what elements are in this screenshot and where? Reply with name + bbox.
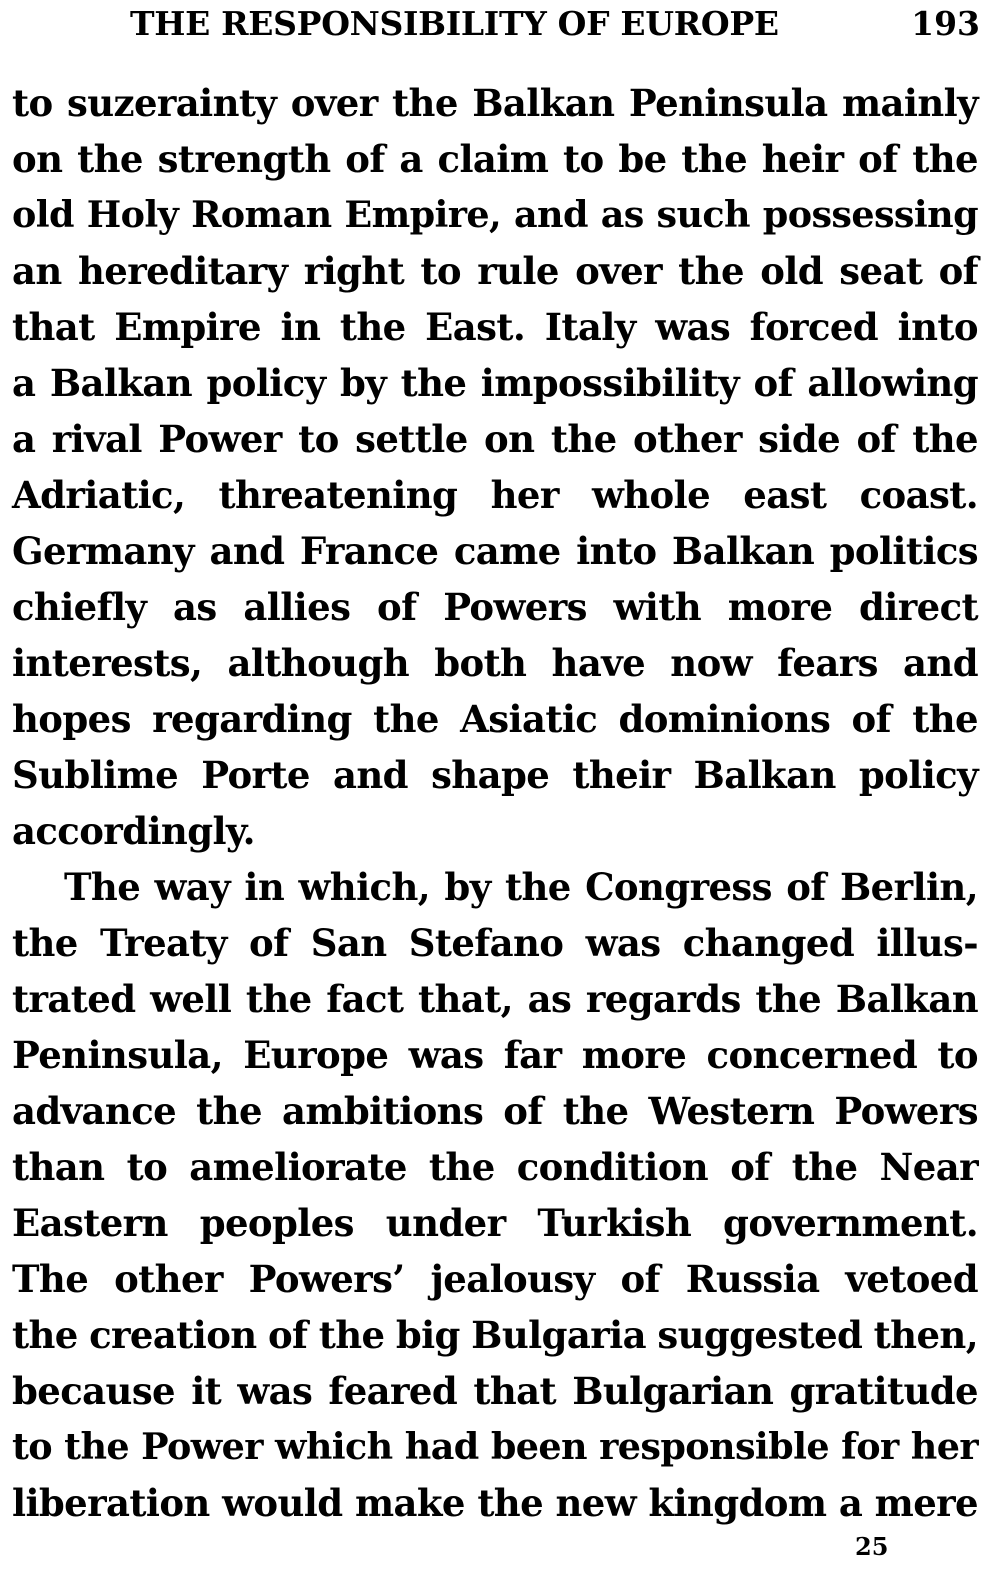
signature-mark: 25	[855, 1532, 889, 1561]
text-line: on the strength of a claim to be the heir of the	[12, 137, 978, 181]
text-line: because it was feared that Bulgarian gratitude	[12, 1369, 978, 1413]
text-line: interests, although both have now fears and	[12, 641, 978, 685]
text-line: the creation of the big Bulgaria suggested then,	[12, 1313, 978, 1357]
text-line: accordingly.	[12, 809, 255, 853]
body-text	[12, 75, 978, 1531]
page-number: 193	[911, 4, 980, 43]
text-line: than to ameliorate the condition of the Near	[12, 1145, 978, 1189]
paragraph	[12, 859, 978, 1531]
text-line: The other Powers’ jealousy of Russia vetoed	[12, 1257, 978, 1301]
text-line: old Holy Roman Empire, and as such possessing	[12, 193, 978, 236]
paragraph	[12, 75, 978, 859]
running-head	[130, 2, 980, 46]
text-line: to suzerainty over the Balkan Peninsula mainly	[12, 81, 978, 125]
text-line: to the Power which had been responsible for her	[12, 1425, 978, 1468]
text-line: Germany and France came into Balkan politics	[12, 529, 978, 573]
text-line: an hereditary right to rule over the old seat of	[12, 249, 978, 293]
text-line: Sublime Porte and shape their Balkan policy	[12, 753, 978, 797]
text-line: a rival Power to settle on the other side of the	[12, 417, 978, 461]
text-line: Adriatic, threatening her whole east coast.	[12, 473, 978, 517]
text-line: advance the ambitions of the Western Powers	[12, 1089, 978, 1133]
text-line: The way in which, by the Congress of Berlin,	[64, 865, 978, 909]
text-line: hopes regarding the Asiatic dominions of the	[12, 697, 978, 741]
text-line: that Empire in the East. Italy was forced into	[12, 305, 978, 349]
text-line: Eastern peoples under Turkish government.	[12, 1201, 978, 1245]
text-line: the Treaty of San Stefano was changed illus-	[12, 921, 978, 965]
running-title: THE RESPONSIBILITY OF EUROPE	[130, 4, 779, 43]
text-line: liberation would make the new kingdom a mere	[12, 1481, 978, 1525]
text-line: a Balkan policy by the impossibility of allowing	[12, 361, 978, 405]
text-line: Peninsula, Europe was far more concerned to	[12, 1033, 978, 1077]
text-line: trated well the fact that, as regards the Balkan	[12, 977, 978, 1021]
text-line: chiefly as allies of Powers with more direct	[12, 585, 978, 629]
